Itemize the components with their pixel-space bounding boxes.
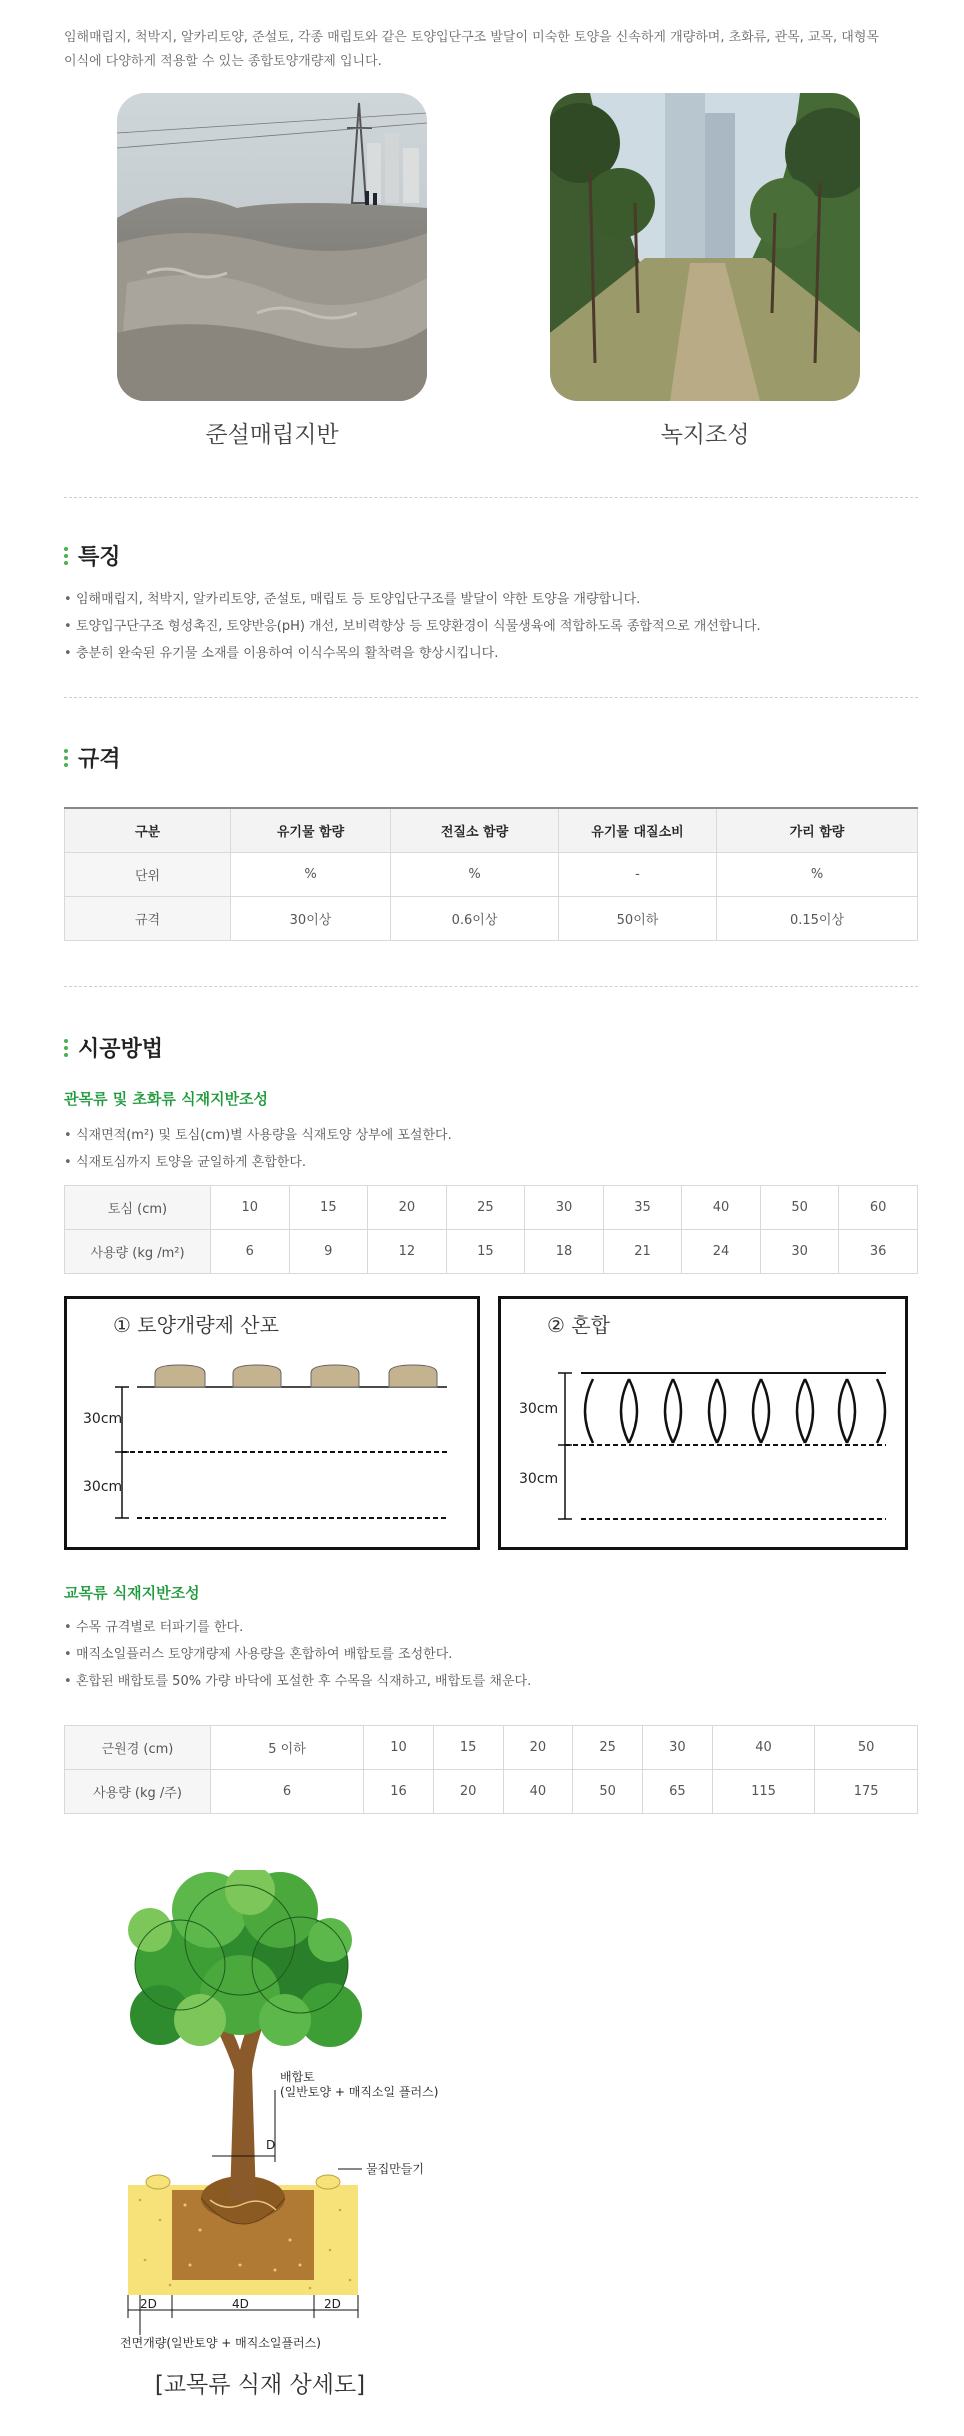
subsection-title-shrub: 관목류 및 초화류 식재지반조성 (64, 1090, 269, 1108)
table-row: 규격 30이상 0.6이상 50이하 0.15이상 (65, 896, 918, 940)
table-header: 유기물 함량 (231, 808, 391, 852)
table-row: 근원경 (cm) 5 이하 10 15 20 25 30 40 50 (65, 1726, 918, 1770)
subsection-title-tree: 교목류 식재지반조성 (64, 1584, 200, 1602)
list-item: • 충분히 완숙된 유기물 소재를 이용하여 이식수목의 활착력을 향상시킵니다. (64, 640, 761, 667)
table-row: 사용량 (kg /주) 6 16 20 40 50 65 115 175 (65, 1770, 918, 1814)
table-header: 구분 (65, 808, 231, 852)
table-row: 단위 % % - % (65, 852, 918, 896)
list-item: • 토양입구단구조 형성촉진, 토양반응(pH) 개선, 보비력향상 등 토양환경이 식물생육에 적합하도록 종합적으로 개선합니다. (64, 613, 761, 640)
diagram-title-spreading: ① 토양개량제 산포 (113, 1313, 279, 1337)
diagram-spreading (64, 1296, 480, 1550)
depth-label: 30cm (83, 1411, 123, 1427)
list-item: • 혼합된 배합토를 50% 가량 바닥에 포설한 후 수목을 식재하고, 배합토를 채운다. (64, 1668, 531, 1695)
depth-label: 30cm (519, 1471, 559, 1487)
section-title-spec: 규격 (64, 742, 121, 773)
spec-table (64, 807, 918, 941)
dim-center-label: 4D (232, 2297, 249, 2311)
tree-list (64, 1614, 531, 1695)
dim-left-label: 2D (140, 2297, 157, 2311)
tree-planting-illustration (100, 1870, 520, 2350)
d-label: D (266, 2138, 276, 2152)
photo-reclaimed-land (117, 93, 427, 401)
list-item: • 식재면적(m²) 및 토심(cm)별 사용량을 식재토양 상부에 포설한다. (64, 1122, 452, 1149)
bullet-dots-icon (64, 1039, 68, 1057)
divider (64, 697, 918, 698)
intro-text (64, 26, 920, 74)
dim-right-label: 2D (324, 2297, 341, 2311)
water-basin-label: 물집만들기 (366, 2162, 424, 2176)
table-header: 유기물 대질소비 (559, 808, 717, 852)
diagram-mixing (498, 1296, 908, 1550)
illustration-caption: [교목류 식재 상세도] (154, 2372, 366, 2398)
divider (64, 986, 918, 987)
intro-line-2: 이식에 다양하게 적용할 수 있는 종합토양개량제 입니다. (64, 54, 382, 69)
bullet-dots-icon (64, 749, 68, 767)
diagram-title-mixing: ② 혼합 (547, 1313, 610, 1337)
tree-usage-table (64, 1725, 918, 1814)
table-row: 사용량 (kg /m²) 6 9 12 15 18 21 24 30 36 (65, 1230, 918, 1274)
bullet-dots-icon (64, 547, 68, 565)
section-title-method: 시공방법 (64, 1032, 163, 1063)
photo-caption-reclaimed: 준설매립지반 (205, 422, 339, 448)
table-header: 가리 함량 (717, 808, 918, 852)
list-item: • 수목 규격별로 터파기를 한다. (64, 1614, 531, 1641)
table-row: 토심 (cm) 10 15 20 25 30 35 40 50 60 (65, 1186, 918, 1230)
list-item: • 임해매립지, 척박지, 알카리토양, 준설토, 매립토 등 토양입단구조를 발달이 약한 토양을 개량합니다. (64, 586, 761, 613)
table-header: 전질소 함량 (391, 808, 559, 852)
shrub-usage-table (64, 1185, 918, 1274)
depth-label: 30cm (83, 1479, 123, 1495)
divider (64, 497, 918, 498)
list-item: • 매직소일플러스 토양개량제 사용량을 혼합하여 배합토를 조성한다. (64, 1641, 531, 1668)
section-title-features: 특징 (64, 540, 121, 571)
full-improvement-label: 전면개량(일반토양 + 매직소일플러스) (120, 2336, 321, 2350)
shrub-list (64, 1122, 452, 1176)
mix-soil-label: 배합토 (일반토양 + 매직소일 플러스) (280, 2070, 439, 2099)
intro-line-1: 임해매립지, 척박지, 알카리토양, 준설토, 각종 매립토와 같은 토양입단구조 발달이 미숙한 토양을 신속하게 개량하며, 초화류, 관목, 교목, 대형목 (64, 30, 879, 45)
depth-label: 30cm (519, 1401, 559, 1417)
photo-green-area (550, 93, 860, 401)
list-item: • 식재토심까지 토양을 균일하게 혼합한다. (64, 1149, 452, 1176)
photo-caption-green: 녹지조성 (660, 422, 750, 448)
features-list (64, 586, 761, 667)
